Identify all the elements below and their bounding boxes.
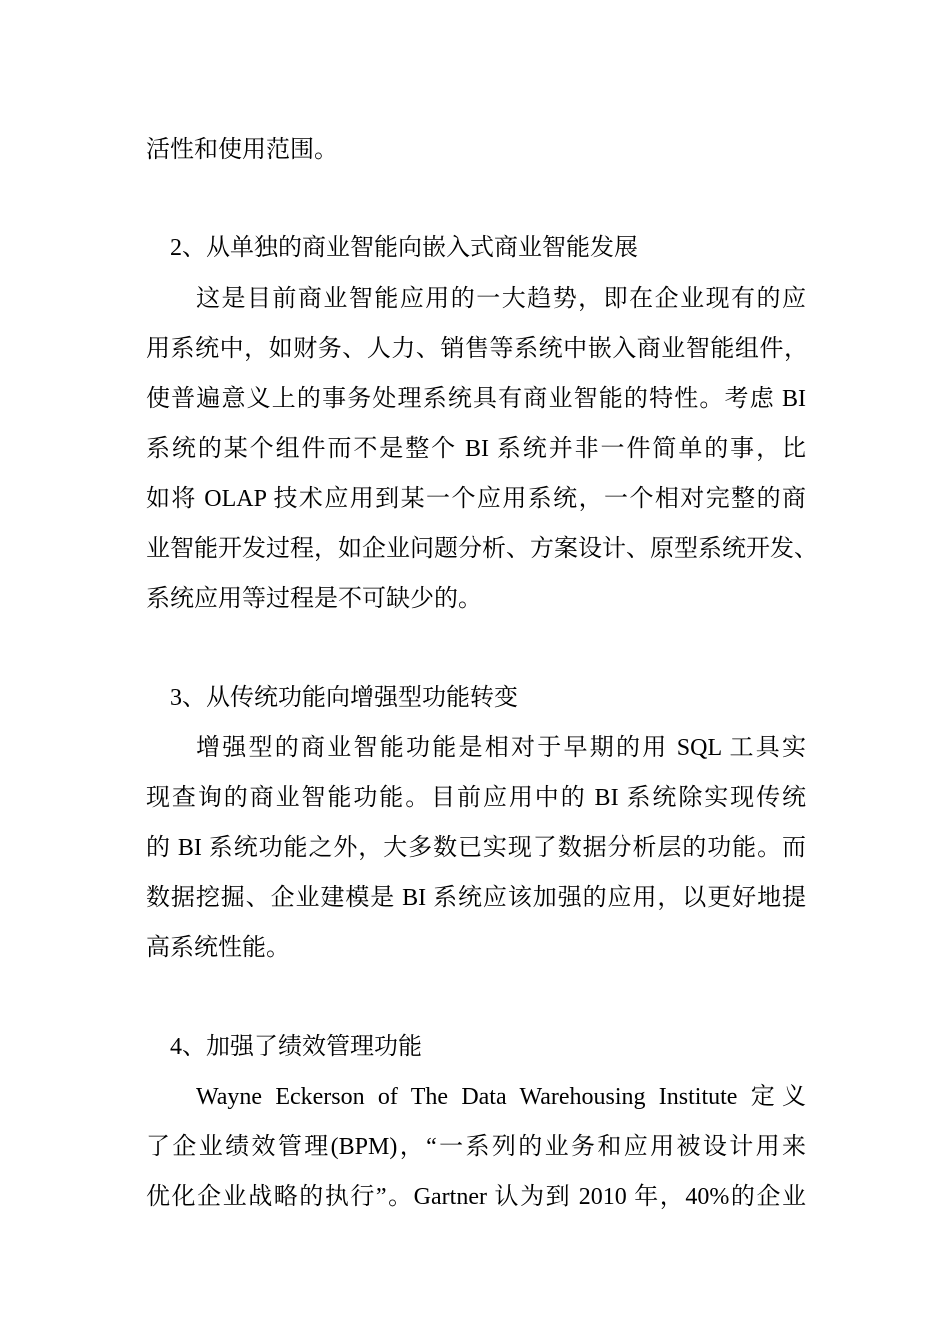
paragraph-line: 了企业绩效管理(BPM)，“一系列的业务和应用被设计用来	[146, 1134, 806, 1160]
paragraph-line: 的 BI 系统功能之外，大多数已实现了数据分析层的功能。而	[146, 835, 806, 861]
paragraph-line: 数据挖掘、企业建模是 BI 系统应该加强的应用，以更好地提	[146, 885, 806, 911]
section-heading: 2、从单独的商业智能向嵌入式商业智能发展	[170, 235, 638, 261]
paragraph-line: 业智能开发过程，如企业问题分析、方案设计、原型系统开发、	[146, 536, 818, 562]
paragraph-line: 系统应用等过程是不可缺少的。	[146, 586, 482, 612]
paragraph-line: 现查询的商业智能功能。目前应用中的 BI 系统除实现传统	[146, 785, 806, 811]
paragraph-line: 优化企业战略的执行”。Gartner 认为到 2010 年，40%的企业	[146, 1184, 806, 1210]
paragraph-line: 使普遍意义上的事务处理系统具有商业智能的特性。考虑 BI	[146, 386, 806, 412]
paragraph-line: 用系统中，如财务、人力、销售等系统中嵌入商业智能组件，	[146, 336, 808, 362]
paragraph-line: 活性和使用范围。	[146, 137, 338, 163]
paragraph-line: 如将 OLAP 技术应用到某一个应用系统，一个相对完整的商	[146, 486, 806, 512]
paragraph-line: Wayne Eckerson of The Data Warehousing Institute 定义	[196, 1084, 806, 1110]
section-heading: 3、从传统功能向增强型功能转变	[170, 685, 518, 711]
paragraph-line: 这是目前商业智能应用的一大趋势，即在企业现有的应	[196, 286, 806, 312]
paragraph-line: 增强型的商业智能功能是相对于早期的用 SQL 工具实	[196, 735, 806, 761]
section-heading: 4、加强了绩效管理功能	[170, 1034, 422, 1060]
paragraph-line: 系统的某个组件而不是整个 BI 系统并非一件简单的事，比	[146, 436, 806, 462]
paragraph-line: 高系统性能。	[146, 935, 290, 961]
